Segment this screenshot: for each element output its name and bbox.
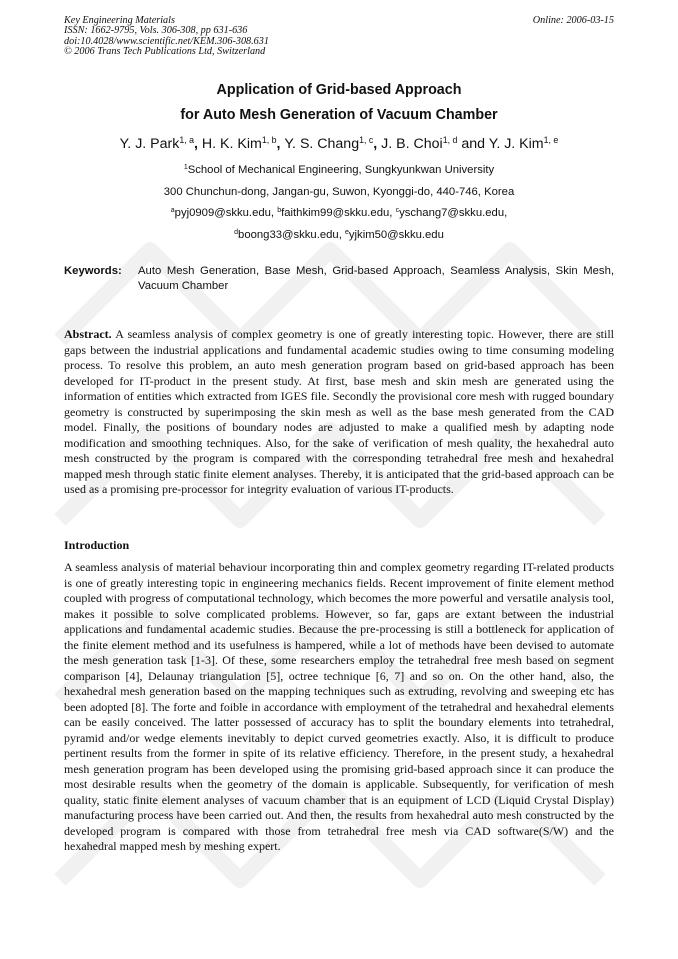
author-name: Y. J. Kim [488, 136, 544, 152]
abstract-label: Abstract. [64, 327, 112, 341]
paper-title-line-1: Application of Grid-based Approach [216, 82, 462, 98]
abstract-paragraph [64, 327, 614, 498]
issn-line: ISSN: 1662-9795, Vols. 306-308, pp 631-636 [64, 25, 248, 37]
affiliation-school [30, 164, 648, 176]
author-emails-line-2: $^d$boong33@skku.edu, $^e$yjkim50@skku.edu [234, 229, 444, 241]
email-mark: b [277, 207, 282, 215]
introduction-heading: Introduction [64, 538, 130, 552]
keywords-text: Auto Mesh Generation, Base Mesh, Grid-based Approach, Seamless Analysis, Skin Mesh, Vacuum Chamber [138, 265, 614, 292]
author-affiliation-mark: 1, d [442, 135, 458, 146]
author-emails-line-1: $^a$pyj0909@skku.edu, $^b$faithkim99@skku.edu, $^c$yschang7@skku.edu, [170, 207, 508, 219]
keywords-block [64, 264, 614, 293]
email-address: faithkim99@skku.edu [281, 207, 390, 219]
author-affiliation-mark: 1, e [543, 135, 559, 146]
email-address: yschang7@skku.edu [399, 207, 505, 219]
copyright-line: © 2006 Trans Tech Publications Ltd, Switzerland [64, 46, 266, 58]
author-separator: , [194, 136, 202, 152]
author-name: Y. S. Chang [284, 136, 360, 152]
doi-line: doi:10.4028/www.scientific.net/KEM.306-308.631 [64, 35, 269, 47]
email-mark: a [170, 207, 175, 215]
affiliation-address: 300 Chunchun-dong, Jangan-gu, Suwon, Kyonggi-do, 440-746, Korea [163, 186, 515, 198]
author-separator: , [373, 136, 382, 152]
author-name: Y. J. Park [119, 136, 180, 152]
author-name: H. K. Kim [201, 136, 262, 152]
author-list [40, 136, 638, 152]
email-address: yjkim50@skku.edu [348, 229, 444, 241]
email-mark: d [234, 229, 239, 237]
affiliation-mark: 1 [183, 164, 188, 172]
email-address: boong33@skku.edu [238, 229, 339, 241]
journal-header [64, 16, 614, 58]
abstract-text: A seamless analysis of complex geometry is one of greatly interesting topic. However, there are still gaps between the industrial applications and fundamental academic studies owing to time consuming modeling process. To resolve this problem, an auto mesh generation program based on grid-based approach has been developed for IT-product in the present study. At first, base mesh and skin mesh are generated using the information of entities which extracted from IGES file. Secondly the provisional core mesh with rugged boundary geometry is constructed by superimposing the skin mesh as well as the base mesh generated from the CAD model. Finally, the positions of boundary nodes are adjusted to make a qualified mesh by adapting node modification and smoothing techniques. Also, for the sake of verification of mesh quality, the hexahedral auto mesh constructed by the program is compared with the corresponding tetrahedral free mesh and hexahedral mapped mesh through static finite element analyses. Thereby, it is anticipated that the grid-based approach can be used as a promising pre-processor for integrity evaluation of various IT-products. [64, 327, 614, 496]
paper-title-line-2: for Auto Mesh Generation of Vacuum Chamber [180, 107, 498, 123]
introduction-paragraph: A seamless analysis of material behaviour incorporating thin and complex geometry regarding IT-related products is one of greatly interesting topic in engineering mechanics fields. Recent improvement of finite element method coupled with progress of computational technology, which becomes the more powerful and versatile analysis tool, makes it possible to solve complicated problems. However, so far, gaps are extant between the industrial applications and fundamental academic studies. Because the pre-processing is still a bottleneck for application of the finite element method and its usefulness is hampered, while a lot of methods have been devised to automate the mesh generation task [1-3]. Of these, some researchers employ the tetrahedral free mesh based on segment comparison [4], Delaunay triangulation [5], octree technique [6, 7] and so on. On the other hand, also, the hexahedral mesh generation based on the mapping techniques such as extruding, revolving and sweeping etc has been adopted [8]. The forte and foible in accordance with employment of the tetrahedral and hexahedral elements can be easily conceived. The latter possessed of accuracy has to split the boundary elements into tetrahedral, pyramid and/or wedge elements inevitably to depict curved geometries exactly. Also, it is difficult to produce pertinent results from the former in spite of its relative efficiency. Therefore, in the present study, a hexahedral mesh generation program has been developed using the promising grid-based approach since it can produce the most desirable results when the geometry of the domain is applicable. Subsequently, for verification of mesh quality, static finite element analyses of vacuum chamber that is an equipment of LCD (Liquid Crystal Display) manufacturing process have been carried out. And then, the results from hexahedral auto mesh constructed by the developed program is compared with those from tetrahedral free mesh via CAD software(S/W) and the hexahedral mapped mesh by meshing expert. [64, 560, 614, 853]
author-name: J. B. Choi [381, 136, 443, 152]
author-affiliation-mark: 1, a [179, 135, 195, 146]
author-affiliation-mark: 1, c [359, 135, 374, 146]
author-affiliation-mark: 1, b [261, 135, 277, 146]
online-date: Online: 2006-03-15 [532, 15, 614, 26]
email-address: pyj0909@skku.edu [174, 207, 271, 219]
email-mark: e [344, 229, 349, 237]
journal-name: Key Engineering Materials [64, 15, 175, 26]
school-name: School of Mechanical Engineering, Sungkyunkwan University [187, 164, 495, 176]
author-separator: , [276, 136, 285, 152]
keywords-label: Keywords: [64, 265, 122, 277]
author-conjunction: and [457, 136, 489, 152]
email-mark: c [395, 207, 400, 215]
